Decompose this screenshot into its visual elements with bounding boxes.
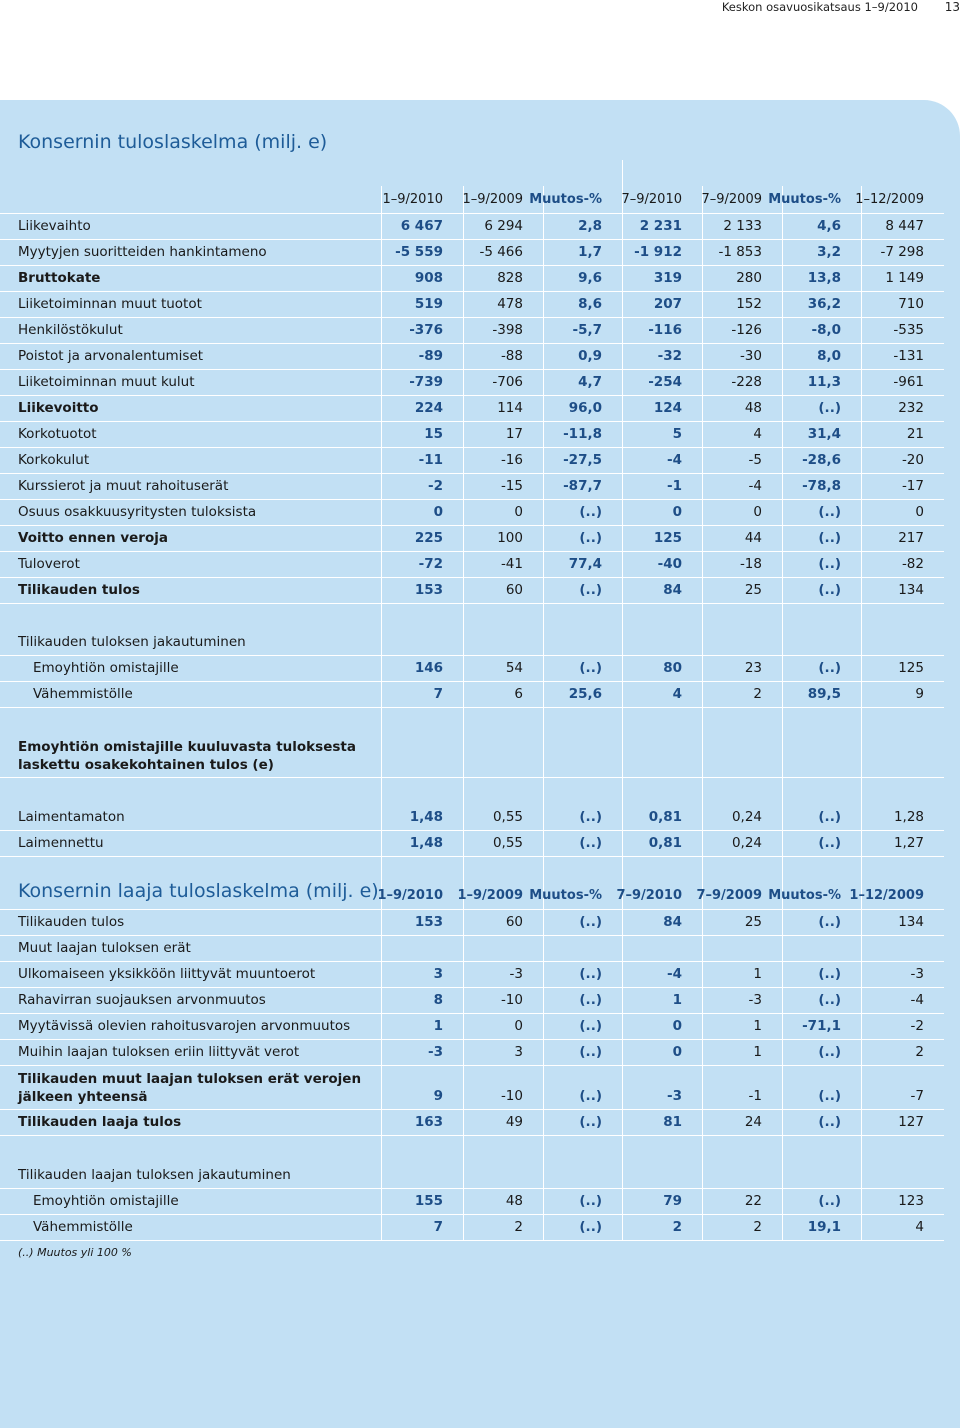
row-label: Vähemmistölle [33,1219,133,1235]
value-cell: 8,6 [578,296,602,312]
value-cell: 1 [753,1044,762,1060]
comprehensive-row [0,1065,944,1110]
value-cell: (..) [818,582,841,598]
income-row [0,239,944,266]
value-cell: 1,7 [578,244,602,260]
value-cell: 6 294 [484,218,523,234]
value-cell: 25,6 [568,686,602,702]
value-cell: -16 [500,452,523,468]
footnote: (..) Muutos yli 100 % [18,1246,132,1259]
value-cell: 1 [753,1018,762,1034]
value-cell: (..) [818,1193,841,1209]
value-cell: 11,3 [807,374,841,390]
value-cell: (..) [818,556,841,572]
value-cell: -8,0 [811,322,841,338]
value-cell: -71,1 [802,1018,841,1034]
distribution-row [0,1214,944,1241]
value-cell: -20 [901,452,924,468]
value-cell: -2 [910,1018,924,1034]
row-label: Tilikauden tuloksen jakautuminen [18,634,246,650]
value-cell: 217 [898,530,924,546]
value-cell: 152 [736,296,762,312]
value-cell: -3 [910,966,924,982]
value-cell: 207 [653,296,682,312]
value-cell: 77,4 [568,556,602,572]
value-cell: 9 [915,686,924,702]
value-cell: -10 [500,992,523,1008]
value-cell: (..) [579,582,602,598]
value-cell: -535 [893,322,924,338]
value-cell: 25 [744,582,762,598]
row-label: Emoyhtiön omistajille [33,660,179,676]
value-cell: 155 [414,1193,443,1209]
value-cell: 828 [497,270,523,286]
value-cell: (..) [818,992,841,1008]
value-cell: 5 [672,426,682,442]
value-cell: 80 [663,660,682,676]
income-statement-title: Konsernin tuloslaskelma (milj. e) [18,131,328,153]
row-label: Kurssierot ja muut rahoituserät [18,478,229,494]
value-cell: (..) [818,966,841,982]
comprehensive-row [0,987,944,1014]
income-row [0,291,944,318]
value-cell: -126 [731,322,762,338]
value-cell: -5,7 [572,322,602,338]
value-cell: 8 447 [885,218,924,234]
value-cell: 0 [915,504,924,520]
value-cell: 319 [653,270,682,286]
value-cell: (..) [579,1114,602,1130]
value-cell: -15 [500,478,523,494]
value-cell: -82 [901,556,924,572]
comprehensive-row [0,1013,944,1040]
comprehensive-row [0,1109,944,1136]
value-cell: 3,2 [817,244,841,260]
value-cell: (..) [579,914,602,930]
column-header: 1–12/2009 [855,192,924,207]
value-cell: -7 298 [880,244,924,260]
row-label: Korkotuotot [18,426,97,442]
value-cell: 4 [753,426,762,442]
row-label: Emoyhtiön omistajille [33,1193,179,1209]
row-label: Liiketoiminnan muut tuotot [18,296,202,312]
value-cell: 6 467 [400,218,443,234]
eps-row [0,830,944,857]
value-cell: -10 [500,1088,523,1104]
income-row [0,577,944,604]
value-cell: (..) [818,1044,841,1060]
value-cell: 1,28 [893,809,924,825]
value-cell: 710 [898,296,924,312]
value-cell: -89 [418,348,443,364]
publication-title: Keskon osavuosikatsaus 1–9/2010 [721,0,918,14]
value-cell: -1 [748,1088,762,1104]
comprehensive-row [0,935,944,962]
value-cell: 153 [414,914,443,930]
value-cell: 125 [653,530,682,546]
column-header: 7–9/2010 [616,888,682,903]
value-cell: 163 [414,1114,443,1130]
row-label: Myytyjen suoritteiden hankintameno [18,244,267,260]
value-cell: -5 [748,452,762,468]
income-row [0,395,944,422]
value-cell: 9 [433,1088,443,1104]
value-cell: 48 [505,1193,523,1209]
income-row [0,421,944,448]
column-header: 7–9/2009 [696,888,762,903]
value-cell: -3 [667,1088,682,1104]
value-cell: 96,0 [568,400,602,416]
value-cell: -739 [409,374,443,390]
distribution-row [0,1188,944,1215]
value-cell: (..) [818,809,841,825]
row-label: Liikevaihto [18,218,91,234]
value-cell: 25 [744,914,762,930]
value-cell: 7 [433,686,443,702]
value-cell: -88 [500,348,523,364]
income-row [0,499,944,526]
value-cell: -376 [409,322,443,338]
value-cell: (..) [818,1088,841,1104]
value-cell: 1 [753,966,762,982]
row-label: Laimennettu [18,835,104,851]
value-cell: -41 [500,556,523,572]
value-cell: -706 [492,374,523,390]
value-cell: 23 [744,660,762,676]
row-label: Muihin laajan tuloksen eriin liittyvät verot [18,1044,300,1060]
value-cell: (..) [818,504,841,520]
value-cell: 31,4 [807,426,841,442]
value-cell: 4 [915,1219,924,1235]
value-cell: 146 [414,660,443,676]
comprehensive-row [0,909,944,936]
value-cell: 24 [744,1114,762,1130]
value-cell: -17 [901,478,924,494]
row-label: Henkilöstökulut [18,322,123,338]
value-cell: -131 [893,348,924,364]
row-label: Tilikauden laajan tuloksen jakautuminen [18,1167,291,1183]
income-row [0,369,944,396]
value-cell: -398 [492,322,523,338]
distribution-heading [0,629,944,656]
value-cell: 908 [414,270,443,286]
row-label: Laimentamaton [18,809,125,825]
value-cell: 0 [753,504,762,520]
page-header [0,0,960,20]
value-cell: (..) [579,992,602,1008]
income-row [0,447,944,474]
row-label: Tilikauden laaja tulos [18,1114,182,1130]
column-header: Muutos-% [768,888,841,903]
value-cell: -11 [418,452,443,468]
value-cell: 2,8 [578,218,602,234]
distribution-heading [0,1162,944,1189]
row-label: Liiketoiminnan muut kulut [18,374,195,390]
value-cell: (..) [818,914,841,930]
value-cell: (..) [818,835,841,851]
value-cell: -4 [667,452,682,468]
page-number: 13 [944,0,960,14]
income-row [0,473,944,500]
value-cell: 60 [505,582,523,598]
value-cell: 1 149 [885,270,924,286]
column-header: Muutos-% [768,192,841,207]
value-cell: 1,27 [893,835,924,851]
column-header: Muutos-% [529,192,602,207]
value-cell: -32 [657,348,682,364]
value-cell: 2 [672,1219,682,1235]
value-cell: 2 [514,1219,523,1235]
row-label: Tilikauden tulos [18,914,125,930]
value-cell: 0,9 [578,348,602,364]
value-cell: 0,55 [492,835,523,851]
value-cell: 54 [505,660,523,676]
value-cell: -28,6 [802,452,841,468]
row-label: Tuloverot [18,556,80,572]
row-label: Tilikauden tulos [18,582,140,598]
value-cell: 60 [505,914,523,930]
value-cell: -1 853 [718,244,762,260]
value-cell: 19,1 [807,1219,841,1235]
value-cell: 4 [672,686,682,702]
value-cell: 81 [663,1114,682,1130]
comprehensive-income-title: Konsernin laaja tuloslaskelma (milj. e) [18,880,379,902]
value-cell: -78,8 [802,478,841,494]
row-label: Tilikauden muut laajan tuloksen erät verojen jälkeen yhteensä [18,1071,362,1105]
column-header: 1–9/2010 [377,888,443,903]
value-cell: 2 [915,1044,924,1060]
value-cell: 21 [906,426,924,442]
value-cell: 0,81 [648,809,682,825]
value-cell: 232 [898,400,924,416]
value-cell: -5 559 [395,244,443,260]
value-cell: (..) [579,504,602,520]
value-cell: -5 466 [479,244,523,260]
comprehensive-row [0,1039,944,1066]
value-cell: (..) [579,966,602,982]
value-cell: 89,5 [807,686,841,702]
income-row [0,525,944,552]
row-label: Ulkomaiseen yksikköön liittyvät muuntoerot [18,966,316,982]
value-cell: -1 912 [634,244,682,260]
value-cell: 22 [744,1193,762,1209]
value-cell: 49 [505,1114,523,1130]
value-cell: (..) [579,1088,602,1104]
value-cell: 0,24 [731,809,762,825]
value-cell: 0,55 [492,809,523,825]
value-cell: (..) [579,1219,602,1235]
value-cell: 0 [514,504,523,520]
value-cell: 4,7 [578,374,602,390]
value-cell: 9,6 [578,270,602,286]
value-cell: 84 [663,914,682,930]
value-cell: (..) [579,1044,602,1060]
value-cell: 0 [672,504,682,520]
value-cell: 0 [672,1044,682,1060]
value-cell: 2 [753,1219,762,1235]
value-cell: -1 [667,478,682,494]
value-cell: 134 [898,914,924,930]
value-cell: 36,2 [807,296,841,312]
row-label: Korkokulut [18,452,90,468]
value-cell: 519 [414,296,443,312]
value-cell: (..) [579,1018,602,1034]
value-cell: -87,7 [563,478,602,494]
column-header: 1–9/2009 [462,192,523,207]
value-cell: (..) [579,660,602,676]
value-cell: 17 [505,426,523,442]
value-cell: 124 [653,400,682,416]
value-cell: (..) [579,530,602,546]
value-cell: 2 [753,686,762,702]
row-label: Muut laajan tuloksen erät [18,940,191,956]
value-cell: 1,48 [409,835,443,851]
value-cell: 2 133 [723,218,762,234]
value-cell: 123 [898,1193,924,1209]
value-cell: -72 [418,556,443,572]
value-cell: 225 [414,530,443,546]
value-cell: 125 [898,660,924,676]
row-label: Vähemmistölle [33,686,133,702]
row-label: Liikevoitto [18,400,99,416]
column-header: 7–9/2010 [621,192,682,207]
value-cell: 478 [497,296,523,312]
income-statement-header [0,187,944,214]
income-row [0,343,944,370]
value-cell: 127 [898,1114,924,1130]
value-cell: 4,6 [817,218,841,234]
income-row [0,551,944,578]
value-cell: -18 [739,556,762,572]
value-cell: -228 [731,374,762,390]
row-label: Poistot ja arvonalentumiset [18,348,204,364]
value-cell: 0 [433,504,443,520]
value-cell: (..) [818,1114,841,1130]
value-cell: -254 [648,374,682,390]
value-cell: 280 [736,270,762,286]
value-cell: 15 [424,426,443,442]
value-cell: 48 [744,400,762,416]
value-cell: -11,8 [563,426,602,442]
value-cell: (..) [818,400,841,416]
value-cell: 79 [663,1193,682,1209]
value-cell: -7 [910,1088,924,1104]
value-cell: 0,81 [648,835,682,851]
value-cell: 1,48 [409,809,443,825]
row-label: Myytävissä olevien rahoitusvarojen arvonmuutos [18,1018,351,1034]
income-row [0,265,944,292]
value-cell: 6 [514,686,523,702]
value-cell: 100 [497,530,523,546]
value-cell: 13,8 [807,270,841,286]
value-cell: 134 [898,582,924,598]
column-header: 7–9/2009 [701,192,762,207]
value-cell: -3 [748,992,762,1008]
column-header: Muutos-% [529,888,602,903]
value-cell: -2 [428,478,443,494]
row-label: Emoyhtiön omistajille kuuluvasta tuloksesta laskettu osakekohtainen tulos (e) [18,739,356,773]
value-cell: 8,0 [817,348,841,364]
value-cell: 1 [433,1018,443,1034]
row-label: Bruttokate [18,270,101,286]
value-cell: 8 [433,992,443,1008]
value-cell: (..) [579,835,602,851]
eps-heading [0,733,944,778]
value-cell: -30 [739,348,762,364]
column-header: 1–9/2010 [382,192,443,207]
value-cell: -3 [509,966,523,982]
income-row [0,213,944,240]
value-cell: 2 231 [639,218,682,234]
row-label: Osuus osakkuusyritysten tuloksista [18,504,257,520]
value-cell: (..) [579,1193,602,1209]
distribution-row [0,655,944,682]
income-row [0,317,944,344]
value-cell: -961 [893,374,924,390]
distribution-row [0,681,944,708]
value-cell: 153 [414,582,443,598]
value-cell: 0,24 [731,835,762,851]
column-header: 1–9/2009 [457,888,523,903]
value-cell: 1 [672,992,682,1008]
value-cell: -27,5 [563,452,602,468]
comprehensive-row [0,961,944,988]
value-cell: 0 [514,1018,523,1034]
value-cell: (..) [818,660,841,676]
value-cell: 3 [433,966,443,982]
column-header: 1–12/2009 [849,888,924,903]
value-cell: 84 [663,582,682,598]
value-cell: (..) [818,530,841,546]
value-cell: -4 [667,966,682,982]
value-cell: 224 [414,400,443,416]
value-cell: 44 [744,530,762,546]
value-cell: 114 [497,400,523,416]
value-cell: 3 [514,1044,523,1060]
row-label: Rahavirran suojauksen arvonmuutos [18,992,266,1008]
value-cell: -4 [748,478,762,494]
value-cell: (..) [579,809,602,825]
value-cell: -40 [657,556,682,572]
value-cell: 7 [433,1219,443,1235]
row-label: Voitto ennen veroja [18,530,168,546]
value-cell: -116 [648,322,682,338]
eps-row [0,804,944,831]
value-cell: 0 [672,1018,682,1034]
value-cell: -4 [910,992,924,1008]
value-cell: -3 [428,1044,443,1060]
